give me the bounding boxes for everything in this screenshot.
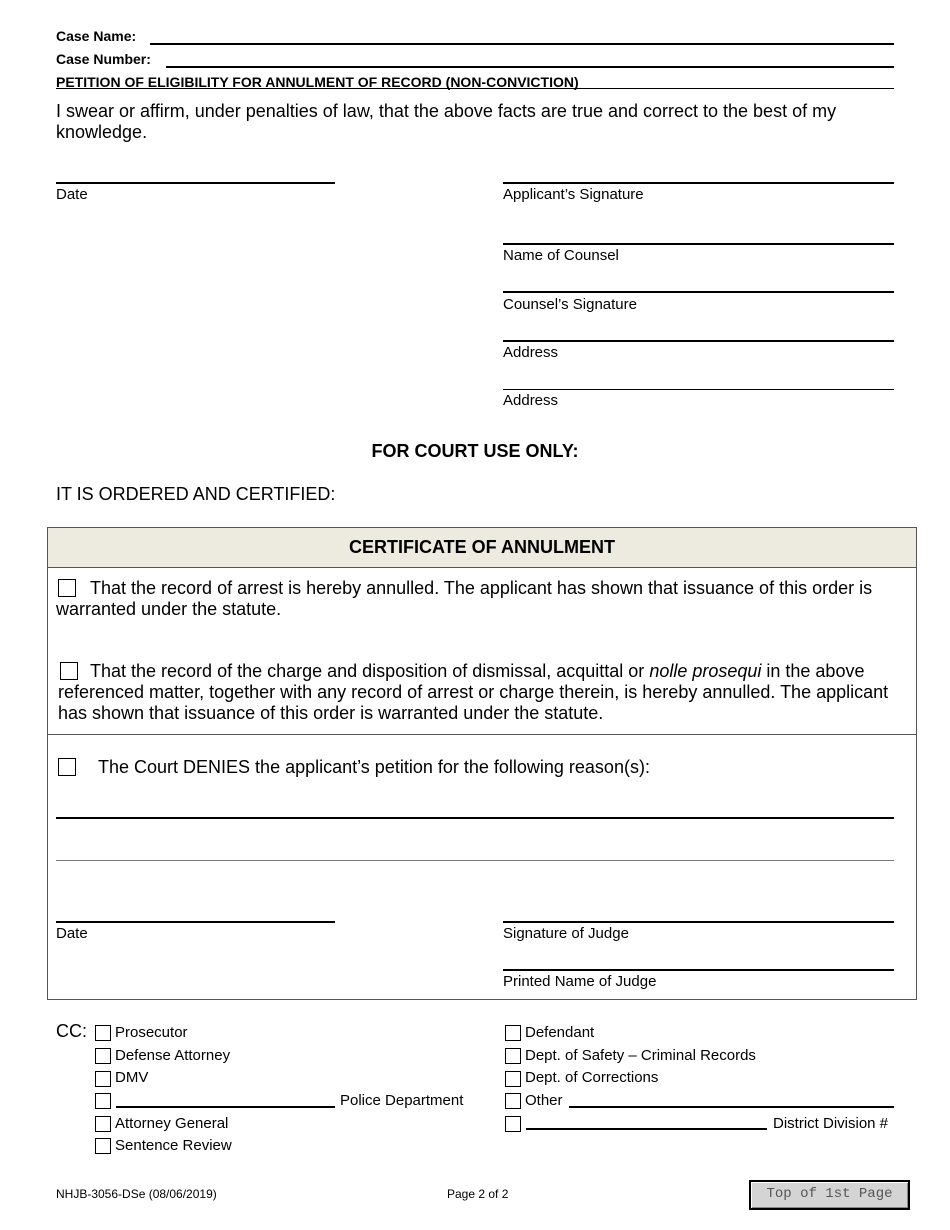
applicant-signature-field[interactable]	[503, 182, 894, 184]
judge-date-field[interactable]	[56, 921, 335, 923]
cc-police-checkbox[interactable]	[95, 1093, 111, 1109]
cc-dept-safety-checkbox[interactable]	[505, 1048, 521, 1064]
top-of-first-page-button[interactable]: Top of 1st Page	[749, 1180, 910, 1210]
petition-title: PETITION OF ELIGIBILITY FOR ANNULMENT OF RECORD (NON-CONVICTION)	[56, 74, 579, 90]
counsel-name-field[interactable]	[503, 243, 894, 245]
judge-name-label: Printed Name of Judge	[503, 973, 657, 990]
cc-dept-corrections-checkbox[interactable]	[505, 1071, 521, 1087]
cc-dmv-checkbox[interactable]	[95, 1071, 111, 1087]
cc-defense-attorney-checkbox[interactable]	[95, 1048, 111, 1064]
judge-signature-field[interactable]	[503, 921, 894, 923]
annul-charge-text-pre: That the record of the charge and disposition of dismissal, acquittal or	[90, 661, 650, 681]
cc-other-label: Other	[525, 1092, 563, 1109]
counsel-name-label: Name of Counsel	[503, 247, 619, 264]
annul-charge-text	[58, 661, 908, 724]
certificate-title: CERTIFICATE OF ANNULMENT	[349, 537, 615, 557]
annul-arrest-text: That the record of arrest is hereby annulled. The applicant has shown that issuance of this order is warranted under the statute.	[56, 578, 873, 619]
address-label-1: Address	[503, 344, 559, 361]
date-field[interactable]	[56, 182, 335, 184]
form-id: NHJB-3056-DSe (08/06/2019)	[56, 1187, 217, 1201]
case-name-field[interactable]	[150, 43, 894, 45]
applicant-signature-label: Applicant’s Signature	[503, 186, 644, 203]
case-number-field[interactable]	[166, 66, 894, 68]
case-name-label: Case Name:	[56, 28, 137, 44]
address-field-2[interactable]	[503, 389, 894, 390]
cc-dept-safety-label: Dept. of Safety – Criminal Records	[525, 1047, 756, 1064]
reason-line-2[interactable]	[56, 860, 894, 861]
date-label: Date	[56, 186, 88, 203]
cc-other-checkbox[interactable]	[505, 1093, 521, 1109]
judge-signature-label: Signature of Judge	[503, 925, 629, 942]
cc-sentence-review-label: Sentence Review	[115, 1137, 232, 1154]
address-field-1[interactable]	[503, 340, 894, 342]
cc-police-label: Police Department	[340, 1092, 464, 1109]
cc-district-label: District Division #	[773, 1115, 889, 1132]
cc-label: CC:	[56, 1021, 87, 1041]
case-number-label: Case Number:	[56, 51, 151, 67]
address-label-2: Address	[503, 392, 559, 409]
cc-prosecutor-checkbox[interactable]	[95, 1025, 111, 1041]
cc-dmv-label: DMV	[115, 1069, 149, 1086]
annul-charge-text-post: in the above referenced matter, together with any record of arrest or charge therein, is hereby annulled. The applicant has shown that issuance of this order is warranted under the statute.	[58, 661, 889, 723]
cc-district-field[interactable]	[526, 1128, 767, 1130]
certificate-divider	[48, 734, 916, 735]
cc-defendant-label: Defendant	[525, 1024, 595, 1041]
denies-text: The Court DENIES the applicant’s petition for the following reason(s):	[98, 757, 650, 777]
ordered-text: IT IS ORDERED AND CERTIFIED:	[56, 484, 336, 504]
court-use-heading: FOR COURT USE ONLY:	[371, 441, 579, 461]
counsel-signature-field[interactable]	[503, 291, 894, 293]
denies-checkbox[interactable]	[58, 758, 76, 776]
page-number: Page 2 of 2	[447, 1187, 509, 1201]
cc-defense-attorney-label: Defense Attorney	[115, 1047, 231, 1064]
cc-defendant-checkbox[interactable]	[505, 1025, 521, 1041]
judge-name-field[interactable]	[503, 969, 894, 971]
annul-charge-text-italic: nolle prosequi	[649, 661, 762, 681]
cc-district-checkbox[interactable]	[505, 1116, 521, 1132]
cc-dept-corrections-label: Dept. of Corrections	[525, 1069, 659, 1086]
counsel-signature-label: Counsel’s Signature	[503, 296, 637, 313]
cc-police-name-field[interactable]	[116, 1106, 335, 1108]
cc-sentence-review-checkbox[interactable]	[95, 1138, 111, 1154]
reason-line-1[interactable]	[56, 817, 894, 819]
judge-date-label: Date	[56, 925, 88, 942]
cc-prosecutor-label: Prosecutor	[115, 1024, 188, 1041]
cc-other-field[interactable]	[569, 1106, 894, 1108]
cc-attorney-general-label: Attorney General	[115, 1115, 229, 1132]
cc-attorney-general-checkbox[interactable]	[95, 1116, 111, 1132]
title-rule	[56, 88, 894, 89]
oath-text: I swear or affirm, under penalties of law, that the above facts are true and correct to the best of my knowledge.	[56, 101, 837, 142]
